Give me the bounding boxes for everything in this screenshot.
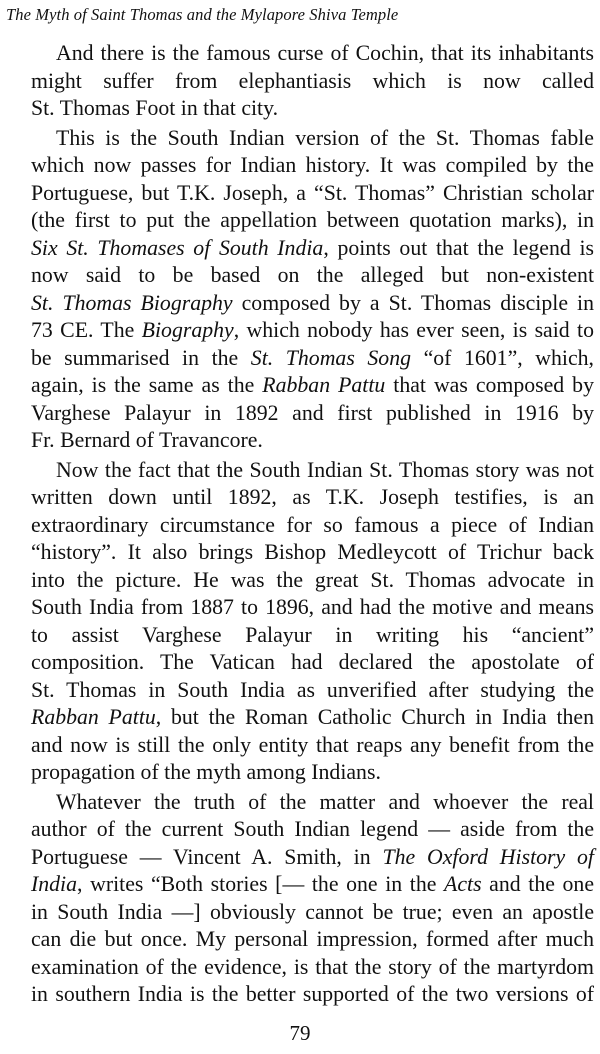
text-line: India, writes “Both stories [— the one in the Acts and the one	[31, 872, 594, 896]
text-line: Six St. Thomases of South India, points out that the legend is	[31, 235, 595, 260]
text-line: Whatever the truth of the matter and whoever the real	[56, 789, 594, 814]
paragraph	[6, 40, 594, 123]
text-line: St. Thomas Biography composed by a St. Thomas disciple in	[31, 290, 594, 315]
text-line: Rabban Pattu, but the Roman Catholic Church in India then	[31, 705, 595, 729]
running-head: The Myth of Saint Thomas and the Mylapore Shiva Temple	[6, 5, 399, 24]
text-line: which now passes for Indian history. It was compiled by the	[31, 153, 594, 177]
text-line: in South India —] obviously cannot be true; even an apostle	[31, 899, 594, 924]
text-line: South India from 1887 to 1896, and had the motive and means	[31, 595, 594, 619]
text-line: Fr. Bernard of Travancore.	[31, 428, 263, 452]
text-line: (the first to put the appellation between quotation marks), in	[31, 208, 594, 232]
text-line: in southern India is the better supported of the two versions of	[31, 982, 594, 1006]
page-number: 79	[289, 1021, 311, 1045]
paragraph	[6, 789, 594, 1009]
text-line: St. Thomas Foot in that city.	[31, 96, 279, 120]
text-line: This is the South Indian version of the St. Thomas fable	[56, 125, 594, 150]
text-line: extraordinary circumstance for so famous a piece of Indian	[31, 512, 594, 537]
text-line: to assist Varghese Palayur in writing his “ancient”	[31, 622, 594, 647]
text-line: again, is the same as the Rabban Pattu that was composed by	[31, 373, 594, 397]
text-line: Varghese Palayur in 1892 and first published in 1916 by	[31, 400, 594, 425]
text-line: be summarised in the St. Thomas Song “of 1601”, which,	[31, 345, 594, 370]
text-line: Portuguese — Vincent A. Smith, in The Oxford History of	[31, 844, 594, 869]
text-line: can die but once. My personal impression, formed after much	[31, 927, 594, 951]
text-line: Now the fact that the South Indian St. Thomas story was not	[56, 457, 594, 482]
text-line: 73 CE. The Biography, which nobody has ever seen, is said to	[31, 318, 594, 342]
paragraph	[6, 457, 594, 787]
text-line: into the picture. He was the great St. Thomas advocate in	[31, 567, 594, 592]
text-line: examination of the evidence, is that the story of the martyrdom	[31, 954, 594, 979]
text-line: “history”. It also brings Bishop Medleycott of Trichur back	[31, 540, 594, 564]
text-line: might suffer from elephantiasis which is now called	[31, 68, 594, 93]
paragraph	[6, 125, 594, 455]
text-line: Portuguese, but T.K. Joseph, a “St. Thomas” Christian scholar	[31, 180, 594, 205]
text-line: written down until 1892, as T.K. Joseph testifies, is an	[31, 485, 594, 509]
text-line: and now is still the only entity that reaps any benefit from the	[31, 732, 594, 757]
body-text	[6, 40, 594, 1009]
text-line: And there is the famous curse of Cochin, that its inhabitants	[56, 41, 594, 65]
text-line: St. Thomas in South India as unverified after studying the	[31, 677, 594, 702]
text-line: propagation of the myth among Indians.	[31, 760, 381, 784]
text-line: now said to be based on the alleged but non-existent	[31, 263, 594, 287]
text-line: author of the current South Indian legend — aside from the	[31, 817, 594, 841]
text-line: composition. The Vatican had declared the apostolate of	[31, 650, 594, 674]
